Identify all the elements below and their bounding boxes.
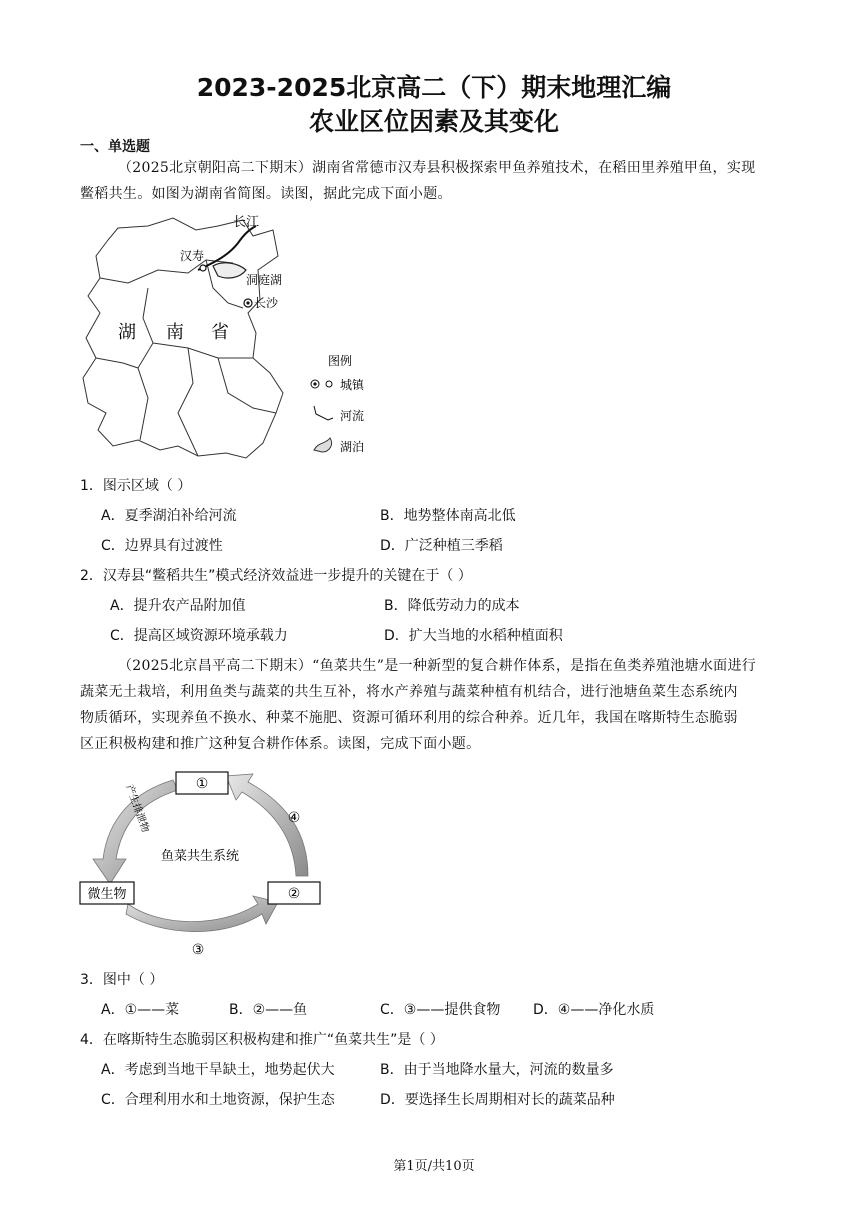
q1-option-d[interactable]: D．广泛种植三季稻 [380,538,503,554]
q4-option-a[interactable]: A．考虑到当地干旱缺土，地势起伏大 [101,1062,335,1078]
legend-lake-label: 湖泊 [340,440,365,454]
arrow-3 [126,896,278,932]
intro1-line1: （2025北京朝阳高二下期末）湖南省常德市汉寿县积极探索甲鱼养殖技术，在稻田里养殖甲鱼，实现 [118,160,756,176]
label-sheng: 省 [211,322,229,343]
q2-option-d[interactable]: D．扩大当地的水稻种植面积 [384,628,563,644]
q3-option-c[interactable]: C．③——提供食物 [380,1002,501,1018]
label-hu: 湖 [118,322,136,343]
region-boundary [218,358,276,413]
label-hanshou: 汉寿 [180,249,205,263]
q1-option-c[interactable]: C．边界具有过渡性 [101,538,223,554]
label-4: ④ [287,810,301,826]
intro2-line1: （2025北京昌平高二下期末）“鱼菜共生”是一种新型的复合耕作体系，是指在鱼类养殖池塘水面进行 [118,658,757,674]
q3-option-a[interactable]: A．①——菜 [101,1002,180,1018]
q3-option-d[interactable]: D．④——净化水质 [533,1002,655,1018]
legend-town-label: 城镇 [340,378,365,392]
intro2-line2: 蔬菜无土栽培，利用鱼类与蔬菜的共生互补，将水产养殖与蔬菜种植有机结合，进行池塘鱼菜生态系统内 [80,684,738,700]
q1-stem: 1．图示区域（ ） [80,478,192,494]
legend-river-icon [314,406,333,420]
fish-vegetable-cycle-diagram [78,764,338,964]
page-subtitle: 农业区位因素及其变化 [308,107,559,136]
intro2-line4: 区正积极构建和推广这种复合耕作体系。读图，完成下面小题。 [80,736,481,752]
label-dongtinghu: 洞庭湖 [246,273,283,287]
q2-stem: 2．汉寿县“鳖稻共生”模式经济效益进一步提升的关键在于（ ） [80,568,472,584]
page-title: 2023-2025北京高二（下）期末地理汇编 [196,73,672,102]
q4-option-c[interactable]: C．合理利用水和土地资源，保护生态 [101,1092,335,1108]
label-changsha: 长沙 [254,296,279,310]
dongting-lake [213,263,246,278]
region-boundary [178,348,198,456]
label-changjiang: 长江 [233,215,260,230]
intro2-line3: 物质循环，实现养鱼不换水、种菜不施肥、资源可循环利用的综合种养。近几年，我国在喀斯特生态脆弱 [80,710,738,726]
q4-option-b[interactable]: B．由于当地降水量大，河流的数量多 [380,1062,614,1078]
section-heading: 一、单选题 [80,139,150,155]
hunan-map [78,208,378,466]
q4-stem: 4．在喀斯特生态脆弱区积极构建和推广“鱼菜共生”是（ ） [80,1032,444,1048]
legend-title: 图例 [328,354,353,368]
page-number: 第1页/共10页 [393,1159,475,1174]
center-label: 鱼菜共生系统 [160,849,240,864]
q2-option-a[interactable]: A．提升农产品附加值 [110,598,246,614]
q3-stem: 3．图中（ ） [80,972,164,988]
arrow-excretion-label: 产生排泄物 [123,783,151,835]
legend-river-label: 河流 [340,409,365,423]
hanshou-marker [200,265,206,271]
q2-option-c[interactable]: C．提高区域资源环境承载力 [110,628,288,644]
region-boundary [138,288,153,440]
box-2-label: ② [287,886,301,902]
q2-option-b[interactable]: B．降低劳动力的成本 [384,598,520,614]
label-3: ③ [191,942,205,958]
intro1-line2: 鳖稻共生。如图为湖南省简图。读图，据此完成下面小题。 [80,186,452,202]
box-1-label: ① [195,776,209,792]
q4-option-d[interactable]: D．要选择生长周期相对长的蔬菜品种 [380,1092,615,1108]
microbe-label: 微生物 [87,887,127,902]
q3-option-b[interactable]: B．②——鱼 [229,1002,308,1018]
legend-lake-icon [314,438,332,452]
q1-option-a[interactable]: A．夏季湖泊补给河流 [101,508,237,524]
region-boundary [153,343,253,358]
label-nan: 南 [166,322,184,343]
region-boundary [96,358,138,368]
q1-option-b[interactable]: B．地势整体南高北低 [380,508,516,524]
